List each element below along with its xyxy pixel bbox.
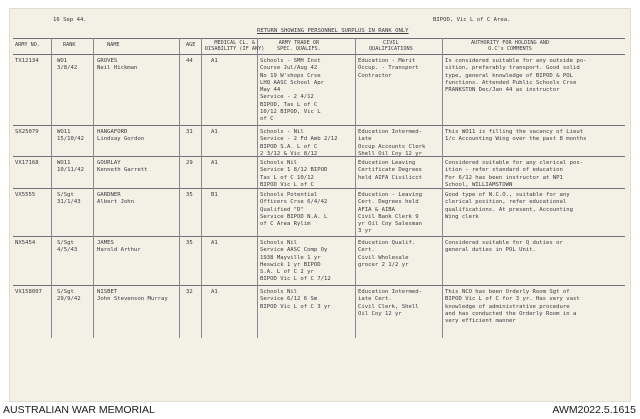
row-2-army-trade: Schools - Nil Service - 2 Fd Amb 2/12 BIPOD S.A. L of C 2 3/12 & Vic 8/12 bbox=[260, 129, 338, 157]
row-4-army-no: VX5555 bbox=[15, 192, 36, 198]
row-5-army-trade: Schools Nil Service AASC Comp Oy 1938 Mayville 1 yr Heswick 1 yr BIPOD S.A. L of C 2 yr BIPOD Vic L of C 7/12 bbox=[260, 240, 331, 283]
row-3-name: GOURLAY Kenneth Garrett bbox=[97, 160, 148, 174]
header-army-trade: ARMY TRADE OR SPEC. QUALIFS. bbox=[277, 40, 321, 52]
rule-header-bottom bbox=[13, 54, 625, 55]
document-unit: BIPOD, Vic L of C Area. bbox=[433, 17, 511, 23]
row-4-rank: S/Sgt 31/1/43 bbox=[57, 192, 81, 206]
row-6-rank: S/Sgt 29/9/42 bbox=[57, 289, 81, 303]
archive-footer bbox=[0, 402, 640, 419]
row-3-army-no: VX17168 bbox=[15, 160, 39, 166]
row-4-name: GARDNER Albert John bbox=[97, 192, 135, 206]
row-2-army-no: SX25079 bbox=[15, 129, 39, 135]
row-2-age: 31 bbox=[186, 129, 193, 135]
row-1-authority: Is considered suitable for any outside po- sition, preferably transport. Good solid type, general knowledge of BIPOD & POL functions. Attended Public Schools Crse FRANKSTON Dec/Jan 44 as instructor bbox=[445, 58, 587, 94]
row-2-name: HANGAFORD Lindsay Gordon bbox=[97, 129, 145, 143]
header-civil: CIVIL QUALIFICATIONS bbox=[369, 40, 413, 52]
row-4-civil: Education - Leaving Cert. Degrees held AFIA & AIBA Civil Bank Clerk 9 yr Oil Coy Salesman 3 yr bbox=[358, 192, 422, 235]
header-name: NAME bbox=[107, 42, 120, 48]
header-army-no: ARMY NO. bbox=[15, 42, 40, 48]
col-rule-2 bbox=[93, 38, 94, 338]
header-medical: MEDICAL CL. & DISABILITY (IF ANY) bbox=[205, 40, 265, 52]
row-3-authority: Considered suitable for any clerical pos- ition - refer standard of education For 6/12 has been instructor at NP1 School, WILLIAMSTOWN bbox=[445, 160, 584, 188]
rule-row-4 bbox=[13, 236, 625, 237]
row-5-authority: Considered suitable for Q duties or general duties in POL Unit. bbox=[445, 240, 563, 254]
row-2-civil: Education Intermed- iate Occup Accounts Clerk Shell Oil Coy 12 yr bbox=[358, 129, 426, 157]
row-5-age: 35 bbox=[186, 240, 193, 246]
row-1-rank: WO1 3/8/42 bbox=[57, 58, 78, 72]
row-6-medical: A1 bbox=[211, 289, 218, 295]
row-4-medical: B1 bbox=[211, 192, 218, 198]
row-1-army-trade: Schools - SMH Inst Course Jul/Aug 42 No 19 W'shops Crse LHQ AASC School Apr May 44 Service - 2 4/12 BIPOD, Tas L of C 10/12 BIPOD, Vic L of C bbox=[260, 58, 324, 123]
document-title: RETURN SHOWING PERSONNEL SURPLUS IN RANK ONLY bbox=[257, 28, 409, 34]
row-5-rank: S/Sgt 4/5/43 bbox=[57, 240, 78, 254]
row-4-age: 35 bbox=[186, 192, 193, 198]
document-date: 16 Sep 44. bbox=[53, 17, 87, 23]
row-1-army-no: TX12134 bbox=[15, 58, 39, 64]
col-rule-4 bbox=[201, 38, 202, 338]
header-rank: RANK bbox=[63, 42, 76, 48]
row-2-medical: A1 bbox=[211, 129, 218, 135]
rule-top bbox=[13, 38, 625, 39]
row-2-rank: WO11 15/10/42 bbox=[57, 129, 84, 143]
row-5-medical: A1 bbox=[211, 240, 218, 246]
header-age: AGE bbox=[186, 42, 196, 48]
col-rule-3 bbox=[179, 38, 180, 338]
header-authority: AUTHORITY FOR HOLDING AND O.C's COMMENTS bbox=[471, 40, 550, 52]
institution-credit: AUSTRALIAN WAR MEMORIAL bbox=[3, 404, 155, 416]
row-3-army-trade: Schools Nil Service 1 8/12 BIPOD Tas L of C 10/12 BIPOD Vic L of C bbox=[260, 160, 328, 188]
record-id: AWM2022.5.1615 bbox=[552, 404, 636, 416]
row-6-army-no: VX158007 bbox=[15, 289, 42, 295]
row-3-rank: WO11 10/11/42 bbox=[57, 160, 84, 174]
row-2-authority: This WO11 is filling the vacancy of Lieut 1/c Accounting Wing over the past 8 months bbox=[445, 129, 587, 143]
row-4-army-trade: Schools Potential Officers Crse 6/4/42 Qualified "D" Service BIPOD N.A. L of C Area Rylim bbox=[260, 192, 328, 228]
row-6-army-trade: Schools Nil Service 6/12 6 Sm BIPOD Vic L of C 3 yr bbox=[260, 289, 331, 310]
row-6-civil: Education Intermed- iate Cert. Civil Clerk, Shell Oil Coy 12 yr bbox=[358, 289, 422, 317]
row-3-age: 29 bbox=[186, 160, 193, 166]
row-5-name: JAMES Harold Arthur bbox=[97, 240, 141, 254]
row-5-army-no: NX5454 bbox=[15, 240, 36, 246]
col-rule-1 bbox=[51, 38, 52, 338]
rule-row-1 bbox=[13, 125, 625, 126]
row-1-civil: Education - Merit Occup. - Transport Contractor bbox=[358, 58, 419, 79]
row-6-authority: This NCO has been Orderly Room Sgt of BIPOD Vic L of C for 3 yr. Has very vast knowledge of administrative procedure and has conducted the Orderly Room in a very efficient manner bbox=[445, 289, 580, 325]
col-rule-6 bbox=[355, 38, 356, 338]
row-1-age: 44 bbox=[186, 58, 193, 64]
row-5-civil: Education Qualif. Cert. Civil Wholesale grocer 2 1/2 yr bbox=[358, 240, 416, 268]
row-6-age: 32 bbox=[186, 289, 193, 295]
row-1-name: GROVES Neil Hickman bbox=[97, 58, 138, 72]
col-rule-5 bbox=[257, 38, 258, 338]
col-rule-7 bbox=[442, 38, 443, 338]
row-3-medical: A1 bbox=[211, 160, 218, 166]
row-6-name: NISBET John Stevenson Murray bbox=[97, 289, 168, 303]
row-1-medical: A1 bbox=[211, 58, 218, 64]
row-4-authority: Good type of N.C.O., suitable for any clerical position, refer educational qualifications. At present, Accounting Wing clerk bbox=[445, 192, 573, 220]
rule-row-5 bbox=[13, 285, 625, 286]
row-3-civil: Education Leaving Certificate Degrees held AIFA Civilicct bbox=[358, 160, 422, 181]
document-sheet bbox=[9, 8, 631, 402]
